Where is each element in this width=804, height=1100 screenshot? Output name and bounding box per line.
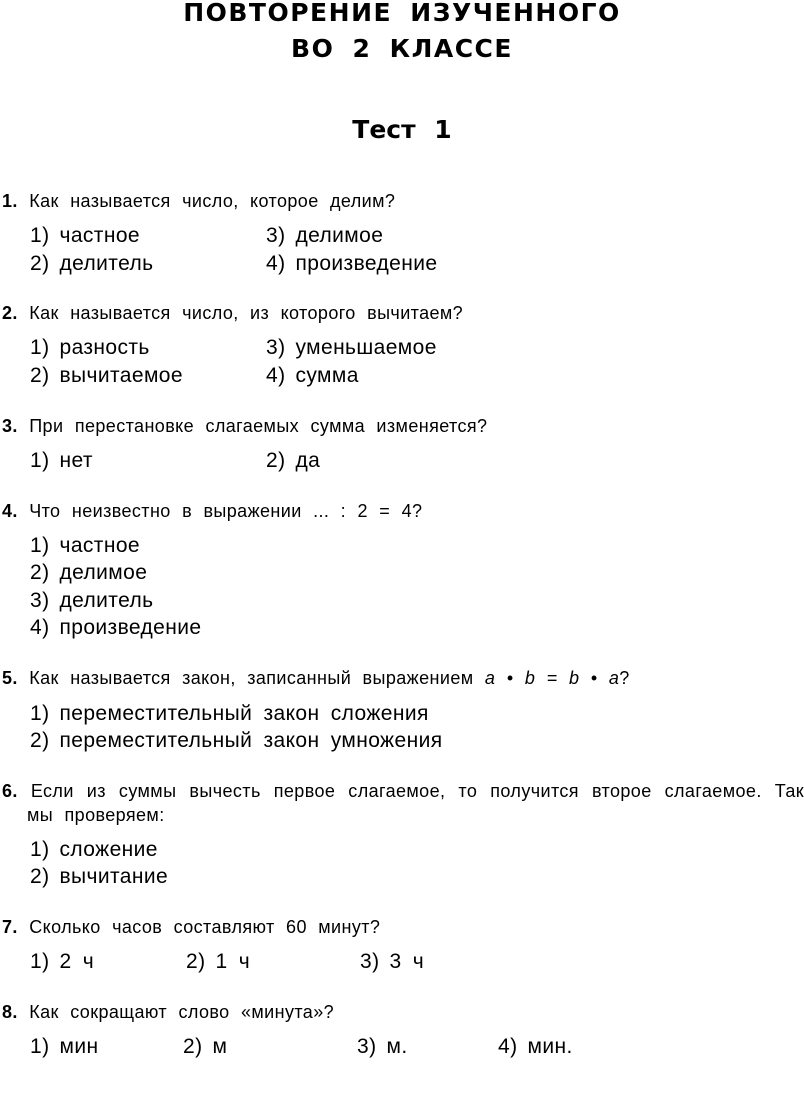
option[interactable]: 3) делитель bbox=[30, 589, 154, 612]
question-text: При перестановке слагаемых сумма изменяется? bbox=[29, 416, 488, 436]
question-8 bbox=[2, 1000, 802, 1024]
formula: a • b = b • a bbox=[484, 668, 620, 688]
option[interactable]: 1) мин bbox=[30, 1035, 99, 1058]
option[interactable]: 4) сумма bbox=[266, 364, 359, 387]
page-title-line-1: ПОВТОРЕНИЕ ИЗУЧЕННОГО bbox=[183, 0, 621, 27]
option[interactable]: 2) вычитание bbox=[30, 865, 169, 888]
option[interactable]: 2) да bbox=[266, 449, 321, 472]
option[interactable]: 1) частное bbox=[30, 534, 140, 557]
option[interactable]: 3) 3 ч bbox=[360, 950, 425, 973]
page-title-line-2: ВО 2 КЛАССЕ bbox=[291, 34, 513, 63]
question-6 bbox=[2, 779, 804, 827]
option[interactable]: 1) разность bbox=[30, 336, 150, 359]
question-text: Как сокращают слово «минута»? bbox=[29, 1002, 335, 1022]
question-text: Если из суммы вычесть первое слагаемое, то получится второе слагаемое. Так мы проверяем: bbox=[27, 781, 804, 825]
option[interactable]: 3) м. bbox=[357, 1035, 408, 1058]
question-number: 5. bbox=[2, 668, 18, 688]
question-4 bbox=[2, 499, 802, 523]
option[interactable]: 2) 1 ч bbox=[186, 950, 251, 973]
option[interactable]: 2) делимое bbox=[30, 561, 148, 584]
question-1 bbox=[2, 189, 802, 213]
option[interactable]: 2) переместительный закон умножения bbox=[30, 729, 443, 752]
option[interactable]: 4) мин. bbox=[498, 1035, 573, 1058]
question-number: 6. bbox=[2, 781, 18, 801]
option[interactable]: 1) нет bbox=[30, 449, 93, 472]
test-title: Тест 1 bbox=[352, 115, 452, 144]
question-text: Как называется число, из которого вычитаем? bbox=[29, 303, 464, 323]
question-number: 8. bbox=[2, 1002, 18, 1022]
question-5 bbox=[2, 666, 802, 690]
question-number: 1. bbox=[2, 191, 18, 211]
question-text: Сколько часов составляют 60 минут? bbox=[29, 917, 381, 937]
option[interactable]: 1) частное bbox=[30, 224, 140, 247]
question-7 bbox=[2, 915, 802, 939]
option[interactable]: 3) уменьшаемое bbox=[266, 336, 437, 359]
question-2 bbox=[2, 301, 802, 325]
option[interactable]: 1) сложение bbox=[30, 838, 158, 861]
question-mark: ? bbox=[619, 668, 630, 688]
question-number: 7. bbox=[2, 917, 18, 937]
question-number: 2. bbox=[2, 303, 18, 323]
option[interactable]: 2) м bbox=[183, 1035, 228, 1058]
question-3 bbox=[2, 414, 802, 438]
question-text: Что неизвестно в выражении ... : 2 = 4? bbox=[29, 501, 423, 521]
question-number: 3. bbox=[2, 416, 18, 436]
option[interactable]: 2) делитель bbox=[30, 252, 154, 275]
question-text: Как называется число, которое делим? bbox=[29, 191, 396, 211]
option[interactable]: 4) произведение bbox=[30, 616, 202, 639]
option[interactable]: 1) 2 ч bbox=[30, 950, 95, 973]
option[interactable]: 3) делимое bbox=[266, 224, 384, 247]
question-number: 4. bbox=[2, 501, 18, 521]
question-text: Как называется закон, записанный выражением bbox=[29, 668, 474, 688]
option[interactable]: 4) произведение bbox=[266, 252, 438, 275]
option[interactable]: 1) переместительный закон сложения bbox=[30, 702, 429, 725]
option[interactable]: 2) вычитаемое bbox=[30, 364, 183, 387]
